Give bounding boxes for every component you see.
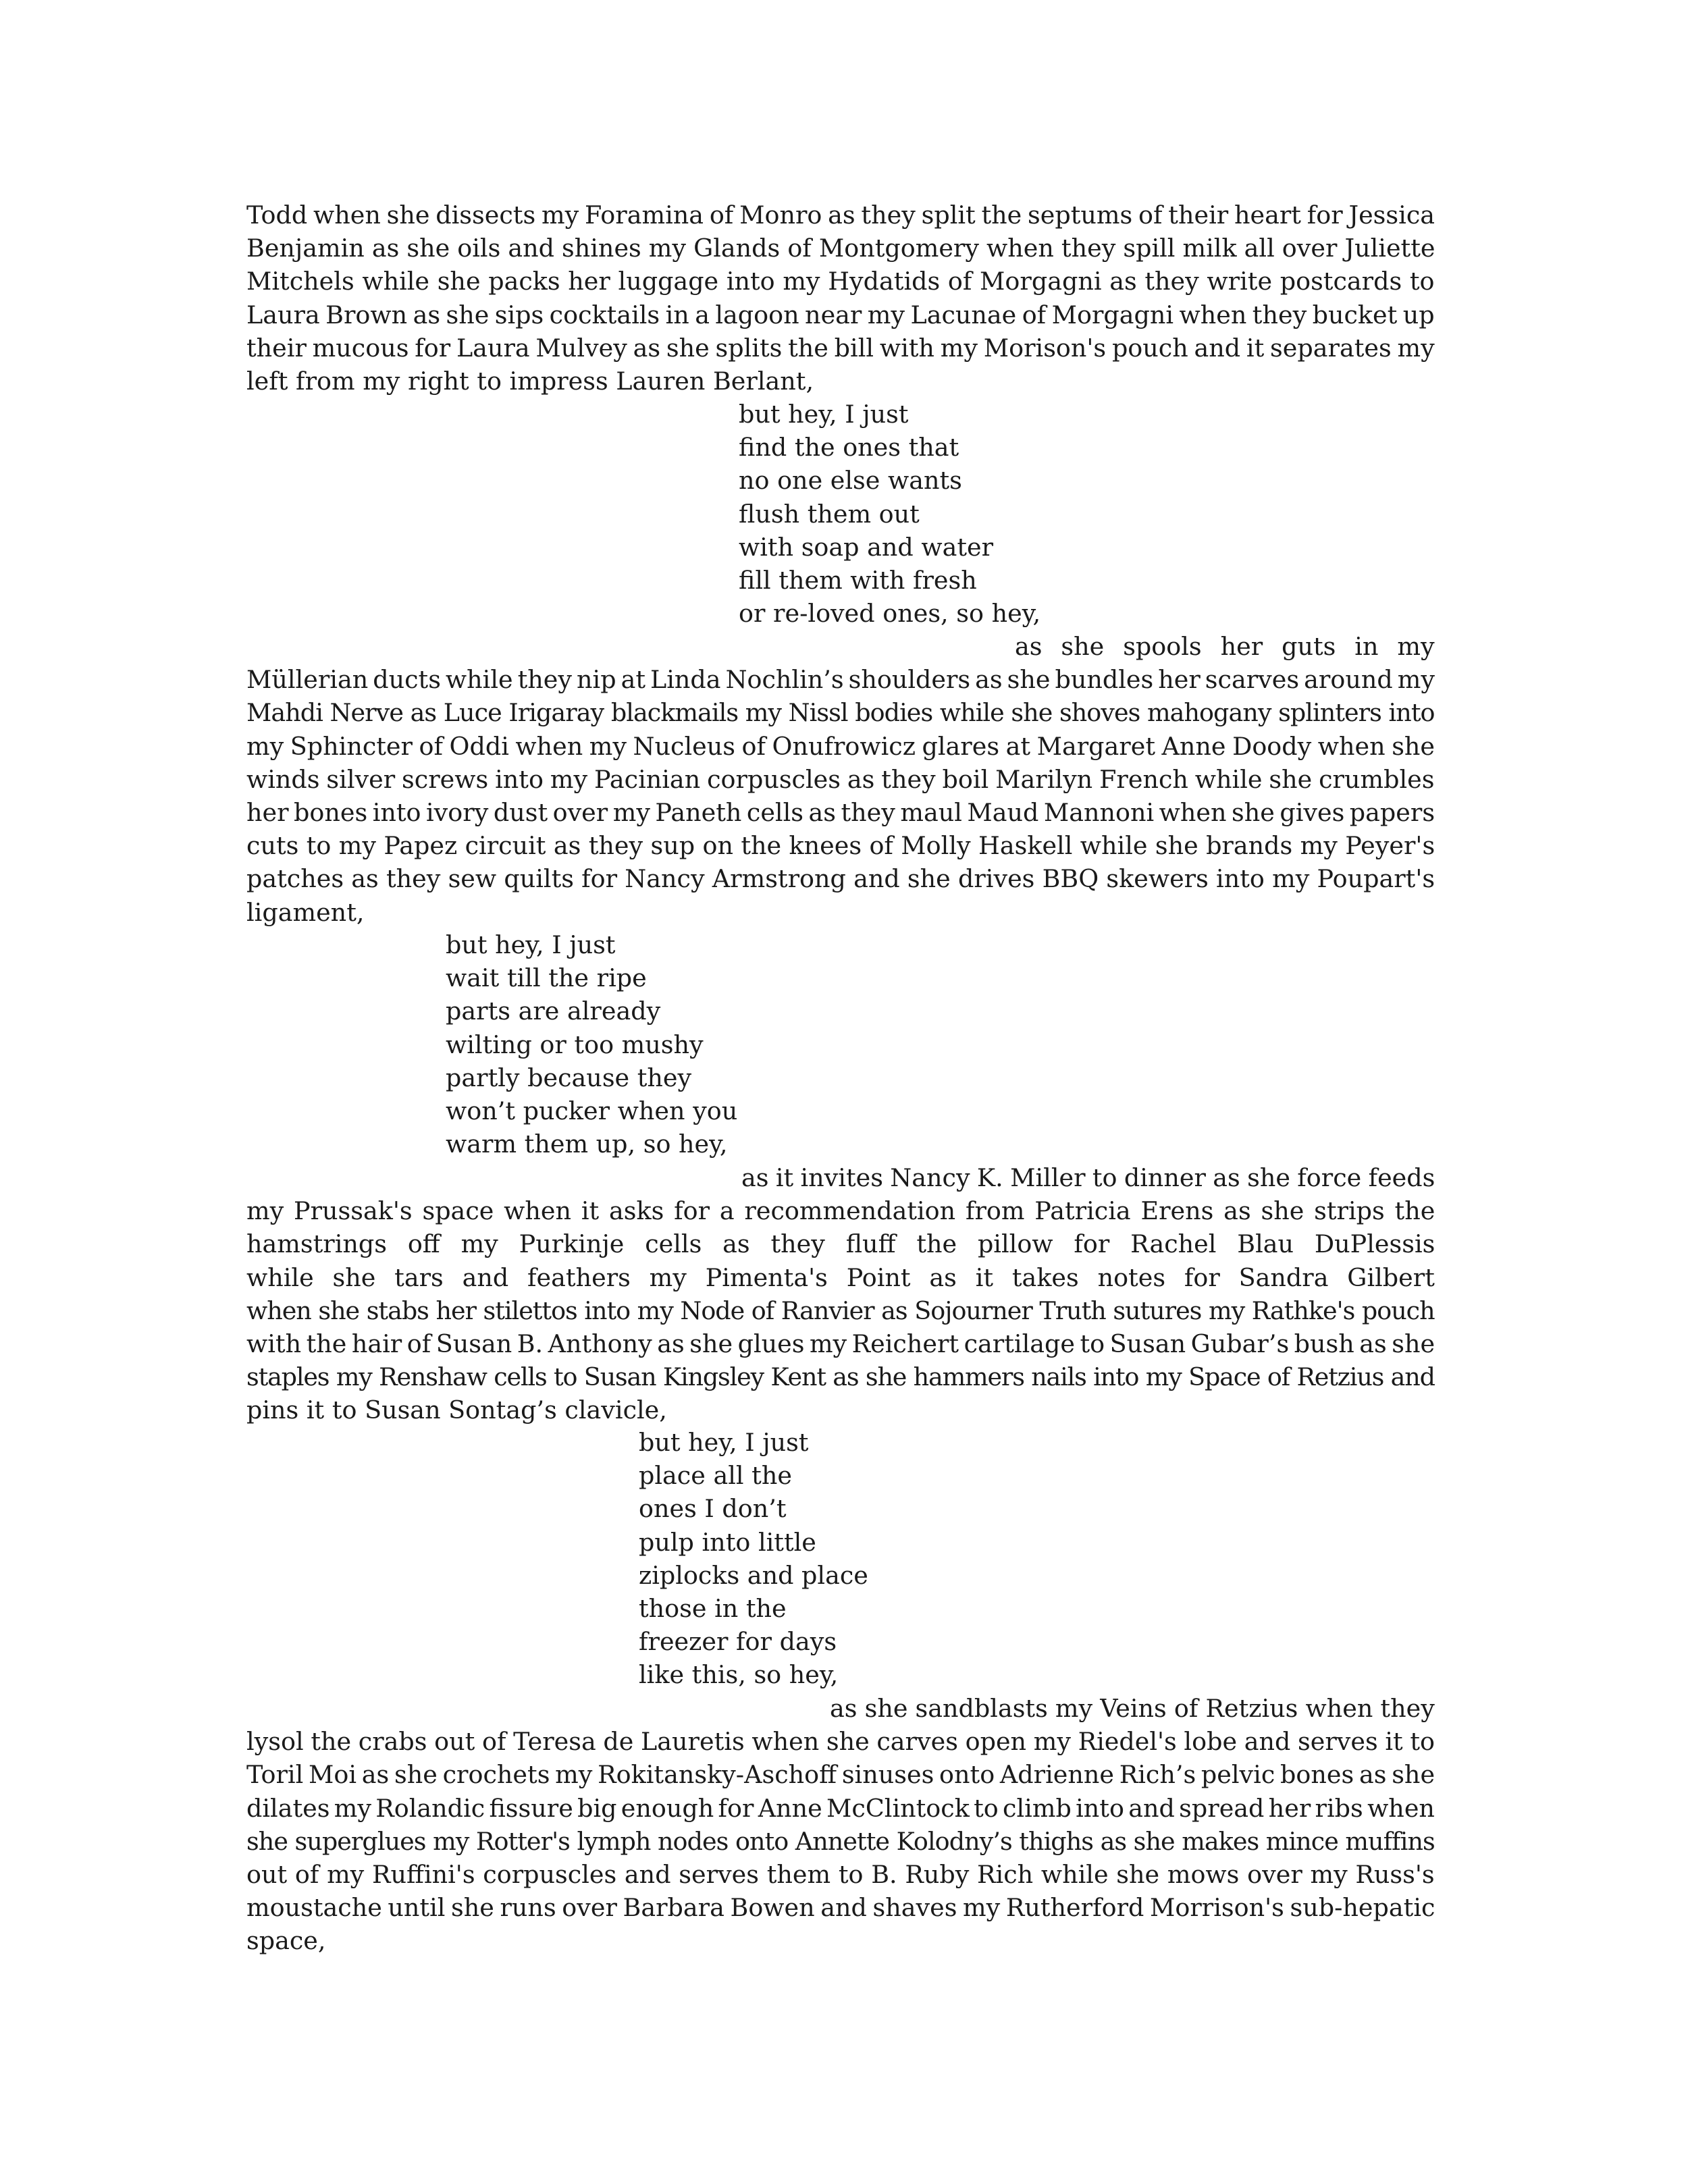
verse-line: pulp into little	[639, 1527, 816, 1557]
text-line: Toril Moi as she crochets my Rokitansky-Aschoff sinuses onto Adrienne Rich’s pelvic bones as she	[246, 1760, 1435, 1790]
verse-line: like this, so hey,	[639, 1660, 839, 1690]
text-line: dilates my Rolandic fissure big enough for Anne McClintock to climb into and spread her ribs when	[246, 1793, 1435, 1823]
text-line: ligament,	[246, 897, 365, 927]
verse-stanza-1	[739, 398, 1040, 630]
text-line: out of my Ruffini's corpuscles and serves them to B. Ruby Rich while she mows over my Russ's	[246, 1860, 1435, 1890]
text-line: Todd when she dissects my Foramina of Monro as they split the septums of their heart for Jessica	[246, 201, 1435, 230]
verse-line: flush them out	[739, 499, 920, 529]
text-line: staples my Renshaw cells to Susan Kingsley Kent as she hammers nails into my Space of Retzius and	[246, 1362, 1435, 1392]
verse-line: parts are already	[446, 996, 661, 1026]
verse-line: fill them with fresh	[739, 566, 977, 595]
verse-line: find the ones that	[739, 433, 959, 462]
text-line: Müllerian ducts while they nip at Linda Nochlin’s shoulders as she bundles her scarves around my	[246, 665, 1435, 695]
verse-line: warm them up, so hey,	[446, 1129, 728, 1159]
text-line: as she sandblasts my Veins of Retzius when they	[830, 1694, 1435, 1723]
verse-stanza-3	[639, 1426, 868, 1692]
verse-line: but hey, I just	[446, 930, 616, 959]
text-line: with the hair of Susan B. Anthony as she glues my Reichert cartilage to Susan Gubar’s bush as she	[246, 1329, 1435, 1359]
text-line: their mucous for Laura Mulvey as she splits the bill with my Morison's pouch and it separates my	[246, 333, 1435, 363]
text-line: my Prussak's space when it asks for a recommendation from Patricia Erens as she strips the	[246, 1196, 1435, 1226]
text-line: when she stabs her stilettos into my Node of Ranvier as Sojourner Truth sutures my Rathke's pouch	[246, 1296, 1435, 1325]
verse-line: but hey, I just	[739, 400, 909, 429]
text-line: left from my right to impress Lauren Berlant,	[246, 367, 814, 396]
prose-paragraph-3	[246, 1161, 1435, 1427]
verse-line: won’t pucker when you	[446, 1096, 738, 1126]
text-line: pins it to Susan Sontag’s clavicle,	[246, 1395, 667, 1425]
text-line: Benjamin as she oils and shines my Glands of Montgomery when they spill milk all over Juliette	[246, 234, 1435, 263]
text-line: my Sphincter of Oddi when my Nucleus of Onufrowicz glares at Margaret Anne Doody when she	[246, 731, 1435, 761]
verse-line: ziplocks and place	[639, 1560, 868, 1590]
text-line: she superglues my Rotter's lymph nodes onto Annette Kolodny’s thighs as she makes mince muffins	[246, 1826, 1435, 1856]
verse-line: wilting or too mushy	[446, 1030, 704, 1059]
text-line: patches as they sew quilts for Nancy Armstrong and she drives BBQ skewers into my Poupart's	[246, 864, 1435, 894]
text-line: Mitchels while she packs her luggage into my Hydatids of Morgagni as they write postcards to	[246, 267, 1435, 296]
text-line: cuts to my Papez circuit as they sup on the knees of Molly Haskell while she brands my Peyer's	[246, 831, 1435, 861]
text-line: space,	[246, 1926, 326, 1956]
text-line: Mahdi Nerve as Luce Irigaray blackmails my Nissl bodies while she shoves mahogany splinters into	[246, 698, 1435, 728]
prose-paragraph-4	[246, 1692, 1435, 1958]
verse-line: those in the	[639, 1594, 787, 1624]
text-line: lysol the crabs out of Teresa de Lauretis when she carves open my Riedel's lobe and serves it to	[246, 1727, 1435, 1757]
text-line: moustache until she runs over Barbara Bowen and shaves my Rutherford Morrison's sub-hepatic	[246, 1893, 1435, 1923]
verse-stanza-2	[446, 928, 737, 1161]
verse-line: freezer for days	[639, 1627, 837, 1657]
text-line: hamstrings off my Purkinje cells as they fluff the pillow for Rachel Blau DuPlessis	[246, 1229, 1435, 1259]
verse-line: place all the	[639, 1461, 792, 1491]
verse-line: or re-loved ones, so hey,	[739, 599, 1041, 629]
text-line: Laura Brown as she sips cocktails in a lagoon near my Lacunae of Morgagni when they bucket up	[246, 300, 1435, 329]
text-line: while she tars and feathers my Pimenta's Point as it takes notes for Sandra Gilbert	[246, 1262, 1435, 1292]
text-line: as she spools her guts in my	[1015, 632, 1435, 661]
text-line: as it invites Nancy K. Miller to dinner as she force feeds	[741, 1163, 1435, 1192]
verse-line: partly because they	[446, 1063, 692, 1092]
verse-line: but hey, I just	[639, 1428, 809, 1457]
text-line: her bones into ivory dust over my Paneth cells as they maul Maud Mannoni when she gives papers	[246, 798, 1435, 828]
verse-line: ones I don’t	[639, 1494, 787, 1524]
verse-line: with soap and water	[739, 532, 994, 562]
verse-line: wait till the ripe	[446, 963, 647, 993]
prose-paragraph-1	[246, 198, 1435, 398]
prose-paragraph-2	[246, 630, 1435, 929]
verse-line: no one else wants	[739, 466, 962, 496]
text-line: winds silver screws into my Pacinian corpuscles as they boil Marilyn French while she crumbles	[246, 764, 1435, 794]
